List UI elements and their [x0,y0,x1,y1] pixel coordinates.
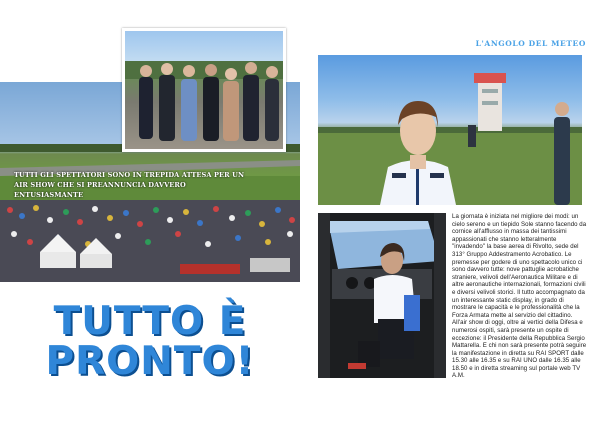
right-page [300,0,600,424]
cockpit-photo [318,213,446,378]
article-paragraph: All'air show di oggi, oltre ai vertici della Difesa e numerosi ospiti, sarà presente un ospite di eccezione: il Presidente della Repubblica Sergio Mattarella. E chi non sarà presente potrà seguire la manifestazione in diretta su RAI SPORT dalle 15.30 alle 16.35 e su RAI UNO dalle 16.35 alle 18.50 e in diretta streaming sul portale web TV A.M. [452,319,587,380]
meteo-officer-photo [318,55,582,205]
section-label: L'ANGOLO DEL METEO [475,39,586,48]
cockpit-illustration [318,213,446,378]
article-body [452,213,588,380]
article-paragraph: La giornata è iniziata nel migliore dei modi: un cielo sereno e un tiepido Sole stanno facendo da cornice all'afflusso in massa dei tantissimi appassionati che stanno letteralmente "invadendo" la base aerea di Rivolto, sede del 313° Gruppo Addestramento Acrobatico. Le premesse per godere di uno spettacolo unico ci sono davvero tutte: nove pattuglie acrobatiche straniere, velivoli dell'Aeronautica Militare e di altre aeronautiche internazionali, formazioni civili e diversi velivoli storici. Il tutto accompagnato da un interessante static display, in grado di mostrare le capacità e le professionalità che la Forza Armata mette al servizio del cittadino. [452,213,587,319]
officials-illustration [125,31,283,149]
meteo-illustration [318,55,582,205]
officials-inset-photo [122,28,286,152]
headline-line-2: PRONTO! [45,339,255,384]
photo-caption: TUTTI GLI SPETTATORI SONO IN TREPIDA ATTESA PER UN AIR SHOW CHE SI PREANNUNCIA DAVVERO ENTUSIASMANTE [14,171,245,199]
headline-line-1: TUTTO È [53,299,247,344]
headline [20,299,280,384]
